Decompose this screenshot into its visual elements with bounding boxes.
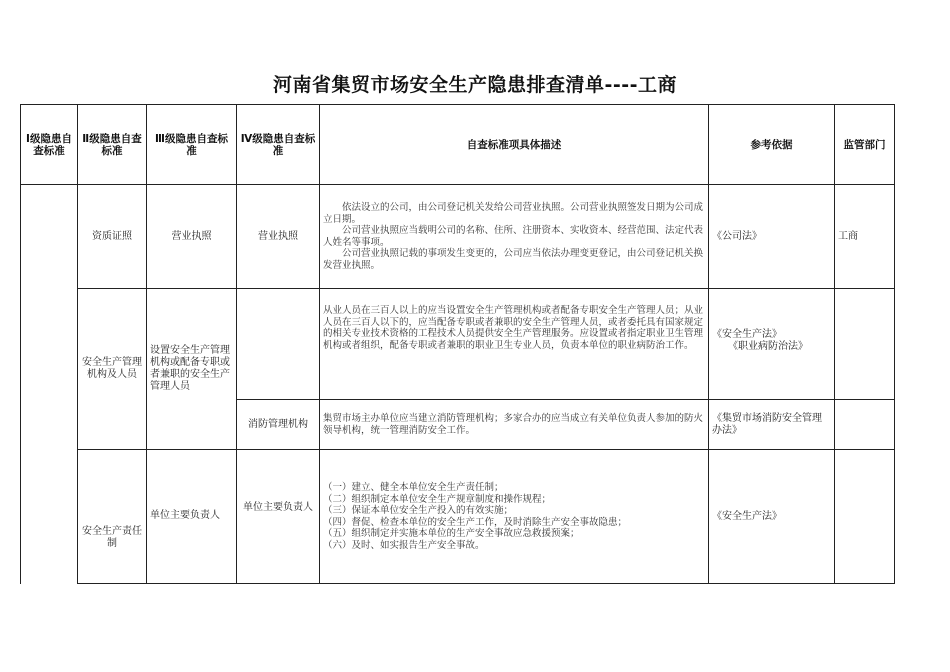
personnel-basis-line: 《职业病防治法》 — [728, 341, 808, 352]
responsibility-desc-line: （六）及时、如实报告生产安全事故。 — [323, 539, 485, 551]
personnel-basis-line: 《安全生产法》 — [712, 329, 782, 340]
header-level2: Ⅱ级隐患自查标准 — [78, 105, 147, 185]
header-level4: Ⅳ级隐患自查标准 — [237, 105, 320, 185]
license-basis: 《公司法》 — [709, 185, 835, 289]
license-desc-line: 依法设立的公司，由公司登记机关发给公司营业执照。公司营业执照签发日期为公司成立日期。 — [323, 202, 704, 225]
header-basis: 参考依据 — [709, 105, 835, 185]
fire-dept — [835, 400, 895, 450]
fire-desc: 集贸市场主办单位应当建立消防管理机构；多家合办的应当成立有关单位负责人参加的防火领导机构，统一管理消防安全工作。 — [320, 400, 709, 450]
fire-basis: 《集贸市场消防安全管理办法》 — [709, 400, 835, 450]
fire-l4: 消防管理机构 — [237, 400, 320, 450]
header-level1: Ⅰ级隐患自查标准 — [21, 105, 78, 185]
personnel-l3: 设置安全生产管理机构或配备专职或者兼职的安全生产管理人员 — [147, 289, 237, 450]
responsibility-desc-line: （四）督促、检查本单位的安全生产工作，及时消除生产安全事故隐患； — [323, 516, 628, 528]
personnel-dept — [835, 289, 895, 400]
responsibility-l4: 单位主要负责人 — [237, 450, 320, 584]
responsibility-desc — [320, 450, 709, 584]
responsibility-desc-line: （二）组织制定本单位安全生产规章制度和操作规程； — [323, 493, 552, 505]
license-dept: 工商 — [835, 185, 895, 289]
personnel-l2: 安全生产管理机构及人员 — [78, 289, 147, 450]
hazard-checklist-table — [20, 104, 895, 584]
responsibility-l2: 安全生产责任制 — [78, 450, 147, 584]
license-l4: 营业执照 — [237, 185, 320, 289]
table-row — [21, 450, 895, 584]
responsibility-basis: 《安全生产法》 — [709, 450, 835, 584]
responsibility-desc-line: （一）建立、健全本单位安全生产责任制； — [323, 482, 504, 493]
level1-cell — [21, 185, 78, 584]
header-dept: 监管部门 — [835, 105, 895, 185]
page-title: 河南省集贸市场安全生产隐患排查清单----工商 — [272, 74, 678, 96]
responsibility-desc-line: （三）保证本单位安全生产投入的有效实施； — [323, 505, 514, 516]
header-level3: Ⅲ级隐患自查标准 — [147, 105, 237, 185]
table-row — [21, 289, 895, 400]
responsibility-desc-line: （五）组织制定并实施本单位的生产安全事故应急救援预案； — [323, 528, 580, 539]
personnel-l4 — [237, 289, 320, 400]
license-l3: 营业执照 — [147, 185, 237, 289]
license-l2: 资质证照 — [78, 185, 147, 289]
license-desc-line: 公司营业执照记载的事项发生变更的，公司应当依法办理变更登记，由公司登记机关换发营业执照。 — [323, 248, 704, 271]
responsibility-l3: 单位主要负责人 — [147, 450, 237, 584]
header-desc: 自查标准项具体描述 — [320, 105, 709, 185]
personnel-basis — [709, 289, 835, 400]
header-row — [21, 105, 895, 185]
license-desc — [320, 185, 709, 289]
table-row — [21, 185, 895, 289]
license-desc-line: 公司营业执照应当载明公司的名称、住所、注册资本、实收资本、经营范围、法定代表人姓名等事项。 — [323, 225, 704, 248]
responsibility-dept — [835, 450, 895, 584]
personnel-desc: 从业人员在三百人以上的应当设置安全生产管理机构或者配备专职安全生产管理人员；从业人员在三百人以下的，应当配备专职或者兼职的安全生产管理人员，或者委托具有国家规定的相关专业技术资格的工程技术人员提供安全生产管理服务。应设置或者指定职业卫生管理机构或者组织，配备专职或者兼职的职业卫生专业人员，负责本单位的职业病防治工作。 — [320, 289, 709, 400]
